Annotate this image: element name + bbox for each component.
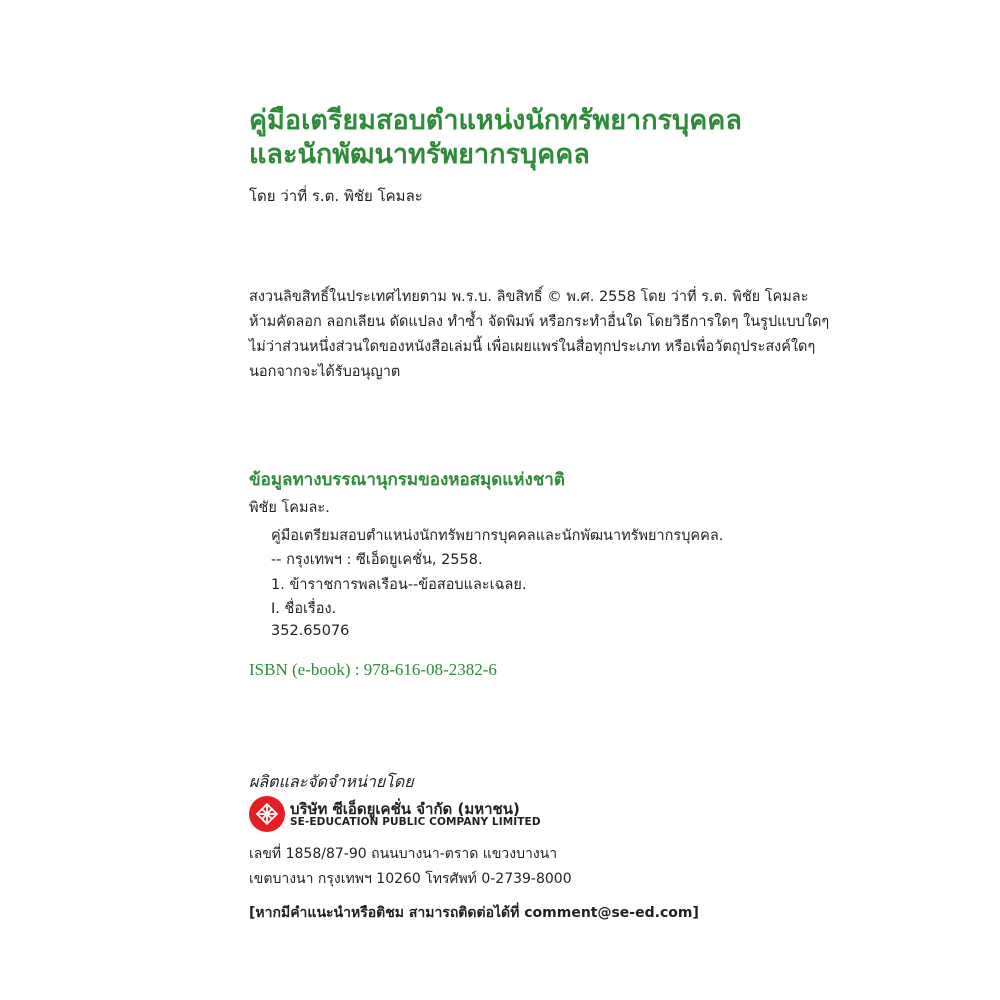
- catalog-heading: ข้อมูลทางบรรณานุกรมของหอสมุดแห่งชาติ: [249, 470, 565, 490]
- catalog-author: พิชัย โคมละ.: [249, 500, 330, 516]
- copyright-line: สงวนลิขสิทธิ์ในประเทศไทยตาม พ.ร.บ. ลิขสิทธิ์ © พ.ศ. 2558 โดย ว่าที่ ร.ต. พิชัย โคมละ: [249, 289, 809, 305]
- author-line: โดย ว่าที่ ร.ต. พิชัย โคมละ: [249, 187, 423, 205]
- company-name-thai: บริษัท ซีเอ็ดยูเคชั่น จำกัด (มหาชน): [290, 800, 520, 818]
- book-title-line-1: คู่มือเตรียมสอบตำแหน่งนักทรัพยากรบุคคล: [249, 105, 742, 136]
- copyright-line: ไม่ว่าส่วนหนึ่งส่วนใดของหนังสือเล่มนี้ เพื่อเผยแพร่ในสื่อทุกประเภท หรือเพื่อวัตถุประสงค์ใดๆ: [249, 339, 816, 355]
- contact-note: [หากมีคำแนะนำหรือติชม สามารถติดต่อได้ที่ comment@se-ed.com]: [249, 905, 699, 921]
- catalog-title-entry: I. ชื่อเรื่อง.: [271, 601, 337, 617]
- book-title: [249, 104, 742, 172]
- address-line-1: เลขที่ 1858/87-90 ถนนบางนา-ตราด แขวงบางนา: [249, 846, 558, 862]
- isbn: ISBN (e-book) : 978-616-08-2382-6: [249, 660, 497, 679]
- company-name-english: SE-EDUCATION PUBLIC COMPANY LIMITED: [290, 816, 541, 828]
- copyright-notice: [249, 285, 829, 385]
- catalog-subject: 1. ข้าราชการพลเรือน--ข้อสอบและเฉลย.: [271, 577, 527, 593]
- address-line-2: เขตบางนา กรุงเทพฯ 10260 โทรศัพท์ 0-2739-8000: [249, 871, 572, 887]
- copyright-line: ห้ามคัดลอก ลอกเลียน ดัดแปลง ทำซ้ำ จัดพิมพ์ หรือกระทำอื่นใด โดยวิธีการใดๆ ในรูปแบบใดๆ: [249, 314, 830, 330]
- producer-label: ผลิตและจัดจำหน่ายโดย: [249, 772, 414, 791]
- catalog-classification: 352.65076: [271, 623, 350, 639]
- se-ed-logo-icon: [249, 796, 285, 832]
- book-title-line-2: และนักพัฒนาทรัพยากรบุคคล: [249, 139, 590, 170]
- catalog-book-title: คู่มือเตรียมสอบตำแหน่งนักทรัพยากรบุคคลและนักพัฒนาทรัพยากรบุคคล.: [271, 528, 724, 544]
- catalog-publication: -- กรุงเทพฯ : ซีเอ็ดยูเคชั่น, 2558.: [271, 552, 483, 568]
- company-address: [249, 842, 572, 892]
- copyright-line: นอกจากจะได้รับอนุญาต: [249, 364, 401, 380]
